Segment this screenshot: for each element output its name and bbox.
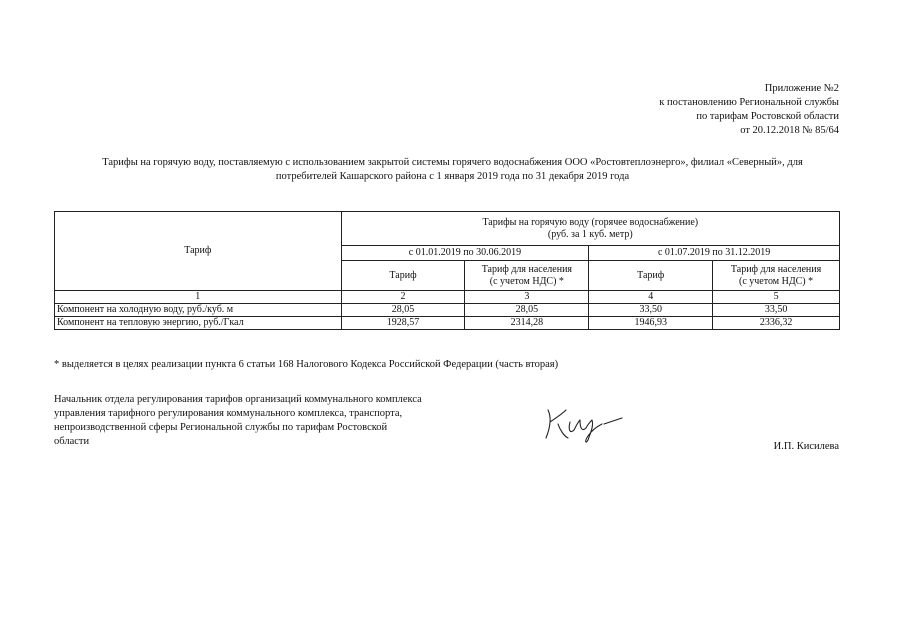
row-label: Компонент на холодную воду, руб./куб. м bbox=[55, 304, 342, 317]
table-row bbox=[55, 304, 840, 317]
handwritten-signature bbox=[540, 400, 630, 445]
signer-line: области bbox=[54, 436, 90, 447]
period-header: с 01.01.2019 по 30.06.2019 bbox=[341, 246, 589, 261]
tariff-table bbox=[54, 211, 840, 330]
subheader-population-line: Тариф для населения bbox=[481, 263, 573, 275]
tariff-column-header: Тариф bbox=[55, 212, 342, 291]
title-line: Тарифы на горячую воду, поставляемую с использованием закрытой системы горячего водоснабжения ООО «Ростовтеплоэнерго», филиал «Северный», для bbox=[102, 157, 803, 168]
appendix-header bbox=[659, 82, 839, 138]
table-row bbox=[55, 317, 840, 330]
appendix-line: Приложение №2 bbox=[764, 83, 839, 94]
column-number: 3 bbox=[465, 291, 589, 304]
row-value: 28,05 bbox=[465, 304, 589, 317]
subheader-tariff: Тариф bbox=[341, 261, 465, 291]
signer-line: управления тарифного регулирования коммунального комплекса, транспорта, bbox=[54, 408, 403, 419]
column-number-row bbox=[55, 291, 840, 304]
group-header-line: (руб. за 1 куб. метр) bbox=[547, 228, 633, 240]
row-value: 2314,28 bbox=[465, 317, 589, 330]
subheader-tariff: Тариф bbox=[589, 261, 713, 291]
column-number: 4 bbox=[589, 291, 713, 304]
appendix-line: от 20.12.2018 № 85/64 bbox=[740, 125, 839, 136]
appendix-line: по тарифам Ростовской области bbox=[696, 111, 839, 122]
row-value: 33,50 bbox=[589, 304, 713, 317]
row-value: 1928,57 bbox=[341, 317, 465, 330]
row-label: Компонент на тепловую энергию, руб./Гкал bbox=[55, 317, 342, 330]
subheader-population bbox=[713, 261, 840, 291]
document-title bbox=[40, 156, 865, 184]
subheader-population-line: (с учетом НДС) * bbox=[489, 275, 564, 287]
signer-line: непроизводственной сферы Региональной службы по тарифам Ростовской bbox=[54, 422, 388, 433]
signer-position bbox=[54, 393, 474, 449]
column-number: 1 bbox=[55, 291, 342, 304]
period-header: с 01.07.2019 по 31.12.2019 bbox=[589, 246, 840, 261]
column-number: 5 bbox=[713, 291, 840, 304]
row-value: 2336,32 bbox=[713, 317, 840, 330]
column-number: 2 bbox=[341, 291, 465, 304]
appendix-line: к постановлению Региональной службы bbox=[659, 97, 839, 108]
signer-line: Начальник отдела регулирования тарифов организаций коммунального комплекса bbox=[54, 394, 422, 405]
row-value: 28,05 bbox=[341, 304, 465, 317]
title-line: потребителей Кашарского района с 1 января 2019 года по 31 декабря 2019 года bbox=[275, 171, 630, 182]
subheader-population bbox=[465, 261, 589, 291]
group-header bbox=[341, 212, 839, 246]
subheader-population-line: (с учетом НДС) * bbox=[738, 275, 814, 287]
subheader-population-line: Тариф для населения bbox=[730, 263, 822, 275]
signer-name: И.П. Кисилева bbox=[773, 441, 839, 452]
footnote: * выделяется в целях реализации пункта 6 статьи 168 Налогового Кодекса Российской Федерации (часть вторая) bbox=[54, 359, 559, 370]
row-value: 33,50 bbox=[713, 304, 840, 317]
group-header-line: Тарифы на горячую воду (горячее водоснабжение) bbox=[482, 216, 699, 228]
row-value: 1946,93 bbox=[589, 317, 713, 330]
